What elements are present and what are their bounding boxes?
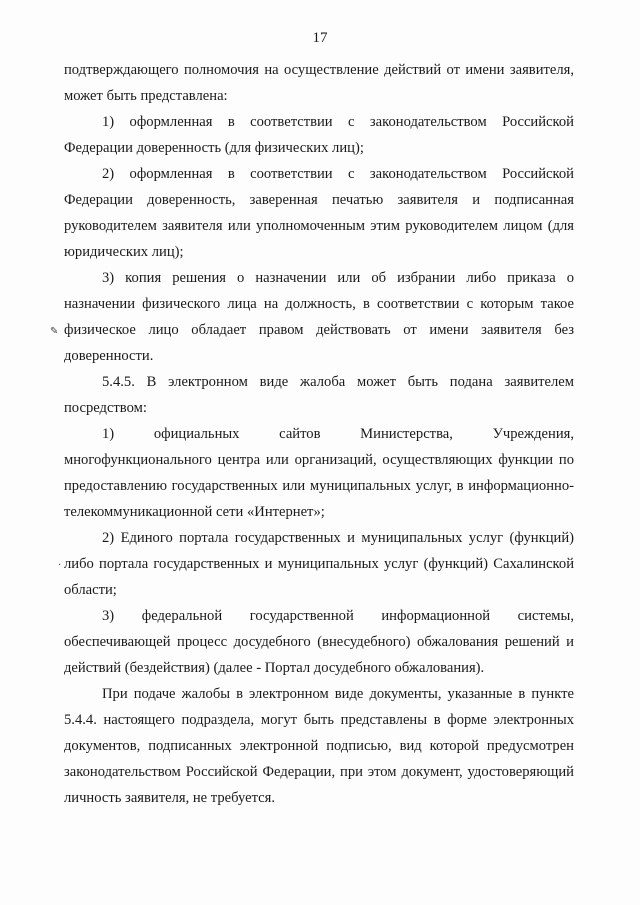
document-body [64,57,574,811]
margin-mark: ✎ [50,326,59,337]
paragraph-item-1: 1) оформленная в соответствии с законодательством Российской Федерации доверенность (для физических лиц); [64,114,574,156]
paragraph-5-4-5-item-2: 2) Единого портала государственных и муниципальных услуг (функций) либо портала государственных и муниципальных услуг (функций) Сахалинской области; [64,530,574,598]
paragraph-item-3: 3) копия решения о назначении или об избрании либо приказа о назначении физического лица на должность, в соответствии с которым такое физическое лицо обладает правом действовать от имени заявителя без доверенности. [64,270,574,364]
margin-dot: · [58,560,62,571]
paragraph-5-4-5: 5.4.5. В электронном виде жалоба может быть подана заявителем посредством: [64,374,574,416]
paragraph-5-4-5-item-3: 3) федеральной государственной информационной системы, обеспечивающей процесс досудебного (внесудебного) обжалования решений и действий (бездействия) (далее - Портал досудебного обжалования). [64,608,574,676]
paragraph-item-2: 2) оформленная в соответствии с законодательством Российской Федерации доверенность, заверенная печатью заявителя и подписанная руководителем заявителя или уполномоченным этим руководителем лицом (для юридических лиц); [64,166,574,260]
paragraph-intro: подтверждающего полномочия на осуществление действий от имени заявителя, может быть представлена: [64,62,574,104]
page-number: 17 [312,30,328,46]
paragraph-5-4-5-item-1: 1) официальных сайтов Министерства, Учреждения, многофункционального центра или организаций, осуществляющих функции по предоставлению государственных или муниципальных услуг, в информационно-телекоммуникационной сети «Интернет»; [64,426,574,520]
paragraph-electronic-docs: При подаче жалобы в электронном виде документы, указанные в пункте 5.4.4. настоящего подраздела, могут быть представлены в форме электронных документов, подписанных электронной подписью, вид которой предусмотрен законодательством Российской Федерации, при этом документ, удостоверяющий личность заявителя, не требуется. [64,686,574,806]
